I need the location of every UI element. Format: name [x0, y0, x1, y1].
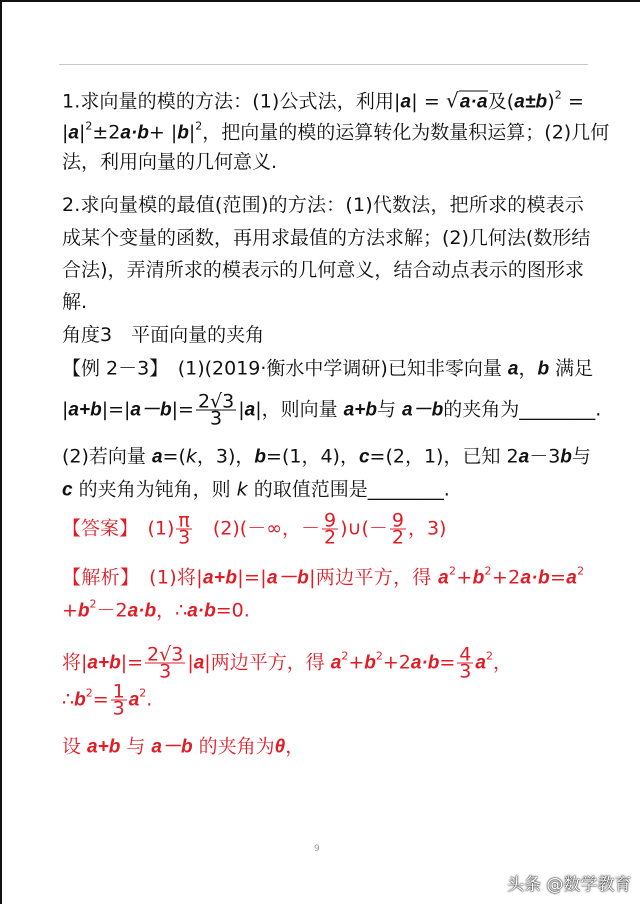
vector-symbol: a — [507, 358, 519, 380]
text-run: + — [348, 651, 365, 674]
vector-symbol: a+b — [87, 652, 121, 674]
fraction-numerator: 4 — [459, 643, 472, 666]
vector-symbol: a — [475, 652, 486, 674]
vector-symbol: a — [400, 91, 412, 113]
text-line — [62, 226, 590, 250]
vector-symbol: a+b — [68, 399, 102, 421]
text-run: =(1，4)， — [266, 445, 359, 468]
text-run: ， — [492, 651, 512, 674]
fraction-denominator: 2 — [391, 526, 404, 549]
text-run: －2 — [96, 599, 128, 622]
text-run: | — [62, 121, 69, 144]
sqrt-icon: √ — [446, 88, 459, 113]
vector-symbol: a－b — [151, 736, 193, 758]
superscript: 2 — [85, 686, 93, 700]
superscript: 2 — [195, 119, 203, 133]
superscript: 2 — [89, 597, 97, 611]
text-run: ，把向量的模的运算转化为数量积运算；(2)几何 — [202, 121, 610, 144]
fraction-denominator: 3 — [210, 407, 223, 430]
text-run: ，∴ — [156, 599, 188, 622]
text-run: |= — [171, 398, 194, 421]
text-run: 与 — [571, 445, 591, 468]
text-run: 角度3 平面向量的夹角 — [62, 324, 265, 346]
fraction-numerator: π — [178, 509, 190, 532]
text-line — [62, 735, 304, 760]
text-run: ) — [547, 90, 555, 113]
fraction-numerator: 9 — [324, 509, 337, 532]
variable: k — [236, 478, 248, 501]
text-run: | — [62, 398, 69, 421]
text-run: | — [188, 121, 196, 144]
text-line — [62, 680, 153, 720]
text-run: 的夹角为________. — [443, 398, 602, 421]
text-run: | — [238, 398, 245, 421]
text-run: 与 — [376, 398, 402, 421]
page-number: 9 — [314, 844, 320, 854]
vector-symbol: θ — [274, 736, 286, 758]
text-run: ，3)， — [196, 445, 255, 468]
vector-symbol: a－b — [266, 567, 310, 589]
superscript: 2 — [341, 649, 349, 663]
text-run: 【答案】 (1) — [62, 517, 175, 540]
text-run: (2)(－∞，－ — [193, 517, 321, 540]
vector-symbol: a — [566, 567, 578, 589]
text-line — [62, 150, 277, 174]
text-run: = — [549, 566, 567, 589]
text-run: + | — [148, 121, 178, 144]
vector-symbol: a±b — [514, 91, 548, 113]
vector-symbol: a+b — [203, 567, 238, 589]
text-line — [62, 560, 584, 591]
text-run: 的夹角为钝角，则 — [72, 478, 237, 501]
text-run: 合法)，弄清所求的模表示的几何意义，结合动点表示的图形求 — [62, 259, 585, 281]
fraction-numerator: 2√3 — [147, 643, 184, 666]
text-run: |两边平方，得 — [204, 651, 331, 674]
text-run: =(2，1)，已知 2 — [369, 445, 519, 468]
vector-symbol: a — [68, 122, 79, 144]
vector-symbol: a·b — [520, 567, 550, 589]
text-run: 【例 2－3】 (1)(2019·衡水中学调研)已知非零向量 — [62, 357, 508, 380]
text-run: 法，利用向量的几何意义. — [62, 151, 278, 173]
vector-symbol: b — [472, 567, 485, 589]
text-run: ∴ — [62, 688, 75, 711]
superscript: 2 — [577, 564, 585, 578]
superscript: 2 — [85, 119, 93, 133]
text-run: + — [62, 599, 78, 622]
fraction-denominator: 3 — [112, 697, 125, 720]
fraction-denominator: 2 — [324, 526, 337, 549]
text-run: |=| — [237, 566, 267, 589]
text-run: =( — [162, 445, 186, 468]
text-run: 的取值范围是________. — [247, 478, 450, 501]
text-line — [62, 323, 264, 347]
vector-symbol: b — [560, 446, 572, 468]
text-line — [62, 115, 609, 146]
text-run: =0. — [215, 599, 250, 622]
text-run: 1.求向量的模的方法：(1)公式法，利用| — [62, 90, 401, 113]
superscript: 2 — [485, 649, 493, 663]
text-run: = — [561, 90, 584, 113]
text-run: 【解析】 (1)将| — [62, 566, 204, 589]
text-run: ， — [285, 735, 305, 758]
fraction-numerator: 2√3 — [197, 390, 235, 413]
text-line — [62, 509, 447, 549]
vector-symbol: a－b — [402, 399, 444, 421]
text-run: 设 — [62, 735, 88, 758]
sqrt-radicand: a·a — [459, 91, 488, 113]
text-run: 成某个变量的函数，再用求最值的方法求解；(2)几何法(数形结 — [62, 227, 591, 249]
text-run: 解. — [62, 291, 88, 313]
text-run: ， — [518, 357, 538, 380]
vector-symbol: b — [254, 446, 267, 468]
text-run: + — [456, 566, 473, 589]
vector-symbol: a+b — [87, 736, 121, 758]
vector-symbol: a－b — [130, 399, 172, 421]
vector-symbol: b — [77, 600, 90, 622]
vector-symbol: a·b — [410, 652, 440, 674]
text-line — [62, 445, 591, 470]
text-run: |=| — [101, 398, 131, 421]
text-run: | — [187, 651, 194, 674]
text-run: = — [439, 651, 456, 674]
superscript: 2 — [375, 649, 383, 663]
text-line — [62, 290, 87, 314]
text-line — [62, 357, 593, 382]
text-run: 将| — [62, 651, 88, 674]
text-run: +2 — [491, 566, 521, 589]
text-run: 2.求向量模的最值(范围)的方法：(1)代数法，把所求的模表示 — [62, 194, 585, 216]
header-rule — [59, 64, 588, 65]
vector-symbol: b — [364, 652, 376, 674]
superscript: 2 — [139, 686, 147, 700]
text-run: |，则向量 — [255, 398, 344, 421]
vector-symbol: a — [128, 689, 140, 711]
text-run: 与 — [120, 735, 152, 758]
fraction-numerator: 1 — [112, 680, 125, 703]
fraction-denominator: 3 — [178, 526, 191, 549]
text-run: |两边平方，得 — [309, 566, 439, 589]
text-run: 满足 — [549, 357, 594, 380]
vector-symbol: a — [330, 652, 342, 674]
text-run: )∪(－ — [340, 517, 388, 540]
text-line — [62, 390, 602, 430]
vector-symbol: a — [438, 567, 449, 589]
text-run: 及( — [487, 90, 515, 113]
text-run: . — [146, 688, 153, 711]
text-line — [62, 193, 584, 217]
text-run: (2)若向量 — [62, 445, 152, 468]
vector-symbol: a+b — [343, 399, 377, 421]
fraction-numerator: 9 — [391, 509, 404, 532]
fraction — [196, 390, 236, 430]
superscript: 2 — [484, 564, 492, 578]
vector-symbol: b — [537, 358, 550, 380]
text-run: 的夹角为 — [192, 735, 275, 758]
fraction — [111, 680, 127, 720]
text-line — [62, 84, 584, 115]
text-line — [62, 258, 584, 282]
fraction-denominator: 3 — [459, 660, 472, 683]
fraction — [457, 643, 473, 683]
vector-symbol: b — [177, 122, 189, 144]
vector-symbol: c — [62, 479, 73, 501]
text-run: －3 — [529, 445, 561, 468]
text-run: | = — [411, 90, 447, 113]
fraction — [390, 509, 406, 549]
sqrt-expression — [446, 88, 488, 113]
text-run: | — [78, 121, 86, 144]
vector-symbol: a — [193, 652, 205, 674]
fraction — [176, 509, 191, 549]
vector-symbol: a·b — [187, 600, 216, 622]
superscript: 2 — [554, 88, 562, 102]
text-run: ±2 — [92, 121, 121, 144]
text-line — [62, 593, 250, 624]
vector-symbol: b — [74, 689, 86, 711]
text-line — [62, 643, 512, 683]
text-run: ，3) — [407, 517, 447, 540]
vector-symbol: c — [358, 446, 370, 468]
vector-symbol: a·b — [120, 122, 149, 144]
text-run: |= — [120, 651, 144, 674]
vector-symbol: a — [151, 446, 163, 468]
superscript: 2 — [448, 564, 457, 578]
vector-symbol: a — [518, 446, 530, 468]
vector-symbol: a·b — [127, 600, 157, 622]
fraction-denominator: 3 — [159, 660, 172, 683]
text-run: +2 — [382, 651, 411, 674]
text-line — [62, 478, 450, 503]
watermark: 头条 @数学教育 — [507, 875, 632, 895]
fraction — [322, 509, 338, 549]
fraction — [145, 643, 185, 683]
variable: k — [185, 445, 197, 468]
vector-symbol: a — [244, 399, 256, 421]
text-run: = — [92, 688, 109, 711]
